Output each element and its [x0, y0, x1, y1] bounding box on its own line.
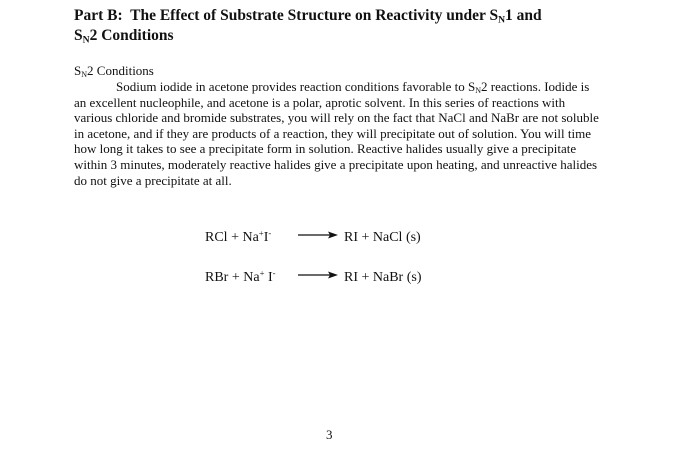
equation-bromide: [205, 269, 422, 287]
part-label: Part B:: [74, 7, 123, 24]
page-number: 3: [326, 427, 333, 442]
reaction-arrow-icon: [298, 270, 338, 280]
lhs-iodide: I: [263, 230, 269, 245]
charge-plus: +: [259, 268, 265, 279]
heading-text-end: 2 Conditions: [89, 27, 174, 44]
paragraph-subscript: N: [475, 86, 482, 95]
heading-subscript: N: [498, 14, 506, 26]
lhs-iodide: I: [264, 270, 273, 285]
body-paragraph: [74, 79, 604, 188]
equation-chloride: [205, 229, 421, 247]
paragraph-text-2: 2 reactions. Iodide is an excellent nucleophile, and acetone is a polar, aprotic solvent. In this series of reactions with various chloride and bromide substrates, you will rely on the fact that NaCl and NaBr are not soluble in acetone, and if they are products of a reaction, they will precipitate out of solution. You will time how long it takes to see a precipitate form in solution. Reactive halides usually give a precipitate within 3 minutes, moderately reactive halides give a precipitate upon heating, and unreactive halides do not give a precipitate at all.: [74, 79, 599, 188]
equation-lhs: [205, 229, 298, 247]
reaction-arrow-icon: [298, 230, 338, 240]
section-heading: [74, 6, 674, 46]
equation-rhs: RI + NaBr (s): [344, 270, 422, 285]
charge-plus: +: [258, 228, 264, 239]
heading-subscript-2: N: [82, 34, 90, 46]
sn2-conditions-subheading: [74, 63, 154, 79]
charge-minus: -: [268, 228, 272, 239]
subheading-rest: 2 Conditions: [87, 63, 154, 78]
heading-text: The Effect of Substrate Structure on Reactivity under S: [130, 7, 499, 24]
equation-rhs: RI + NaCl (s): [344, 230, 421, 245]
heading-text-s: S: [74, 27, 83, 44]
heading-text-mid: 1 and: [505, 7, 542, 24]
lhs-text: RCl + Na: [205, 230, 259, 245]
lhs-text: RBr + Na: [205, 270, 260, 285]
subheading-subscript: N: [81, 70, 88, 79]
paragraph-text-1: Sodium iodide in acetone provides reaction conditions favorable to S: [116, 79, 476, 94]
equation-lhs: [205, 269, 298, 287]
charge-minus: -: [272, 268, 276, 279]
subheading-s: S: [74, 63, 82, 78]
